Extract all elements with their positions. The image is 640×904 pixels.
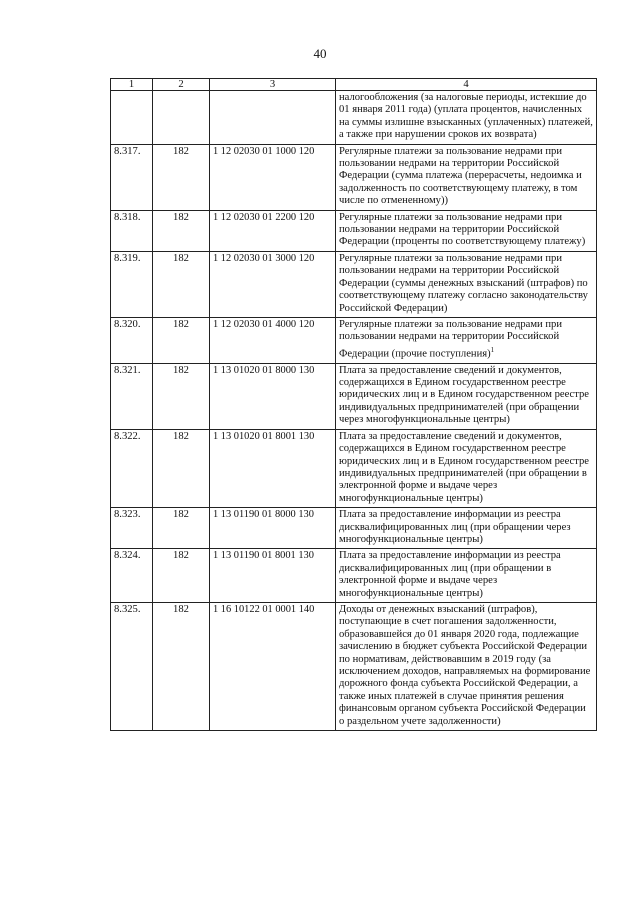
row-number-cell <box>111 429 153 507</box>
admin-code-cell-text: 182 <box>173 145 189 157</box>
budget-code-cell-text: 1 13 01020 01 8001 130 <box>213 430 315 442</box>
table-row <box>111 508 597 549</box>
row-number-cell-text: 8.317. <box>114 145 141 157</box>
budget-code-cell <box>210 508 336 549</box>
row-number-cell <box>111 317 153 363</box>
footnote-marker: 1 <box>490 345 495 354</box>
row-number-cell <box>111 144 153 210</box>
budget-codes-table <box>110 78 597 731</box>
admin-code-cell <box>153 508 210 549</box>
table-row <box>111 144 597 210</box>
budget-code-cell <box>210 549 336 603</box>
description-cell <box>336 317 597 363</box>
admin-code-cell-text: 182 <box>173 430 189 442</box>
budget-code-cell <box>210 251 336 317</box>
row-number-cell <box>111 91 153 145</box>
budget-code-cell <box>210 317 336 363</box>
table-row <box>111 210 597 251</box>
description-cell-text: Плата за предоставление сведений и документов, содержащихся в Едином государственном реестре юридических лиц и в Едином государственном реестре индивидуальных предпринимателей (при обращении через многофункциональные центры) <box>339 364 589 426</box>
description-cell <box>336 549 597 603</box>
budget-code-cell <box>210 602 336 730</box>
table-header-row <box>111 79 597 91</box>
description-cell-text: Регулярные платежи за пользование недрами при пользовании недрами на территории Российской Федерации (прочие поступления) <box>339 318 563 360</box>
admin-code-cell <box>153 363 210 429</box>
row-number-cell <box>111 363 153 429</box>
budget-code-cell-text: 1 13 01020 01 8000 130 <box>213 364 315 376</box>
description-cell <box>336 144 597 210</box>
admin-code-cell-text: 182 <box>173 603 189 615</box>
admin-code-cell <box>153 251 210 317</box>
admin-code-cell <box>153 91 210 145</box>
row-number-cell-text: 8.320. <box>114 318 141 330</box>
budget-code-cell <box>210 144 336 210</box>
description-cell: налогообложения (за налоговые периоды, истекшие до 01 января 2011 года) (уплата процентов, начисленных на суммы излишне взысканных (уплаченных) платежей, а также при нарушении сроков их возврата) <box>336 91 597 145</box>
row-number-cell-text: 8.325. <box>114 603 141 615</box>
column-header-2: 2 <box>153 79 210 91</box>
table-row <box>111 602 597 730</box>
budget-code-cell <box>210 210 336 251</box>
budget-code-cell <box>210 91 336 145</box>
budget-code-cell <box>210 429 336 507</box>
column-header-3: 3 <box>210 79 336 91</box>
admin-code-cell <box>153 144 210 210</box>
description-cell <box>336 210 597 251</box>
admin-code-cell-text: 182 <box>173 252 189 264</box>
admin-code-cell-text: 182 <box>173 364 189 376</box>
row-number-cell <box>111 508 153 549</box>
description-cell <box>336 602 597 730</box>
admin-code-cell-text: 182 <box>173 318 189 330</box>
column-header-4: 4 <box>336 79 597 91</box>
table-row <box>111 363 597 429</box>
table-row <box>111 429 597 507</box>
budget-code-cell-text: 1 13 01190 01 8000 130 <box>213 509 314 521</box>
row-number-cell <box>111 251 153 317</box>
table-row-continuation <box>111 91 597 145</box>
page-number: 40 <box>313 46 327 61</box>
admin-code-cell-text: 182 <box>173 550 189 562</box>
description-cell-text: Плата за предоставление информации из реестра дисквалифицированных лиц (при обращении через многофункциональные центры) <box>339 509 571 545</box>
admin-code-cell-text: 182 <box>173 211 189 223</box>
row-number-cell-text: 8.319. <box>114 252 141 264</box>
column-header-1: 1 <box>111 79 153 91</box>
row-number-cell-text: 8.323. <box>114 509 141 521</box>
row-number-cell-text: 8.318. <box>114 211 141 223</box>
admin-code-cell-text: 182 <box>173 509 189 521</box>
budget-code-cell-text: 1 12 02030 01 1000 120 <box>213 145 315 157</box>
budget-code-cell-text: 1 13 01190 01 8001 130 <box>213 550 314 562</box>
row-number-cell <box>111 210 153 251</box>
row-number-cell-text: 8.321. <box>114 364 141 376</box>
row-number-cell <box>111 602 153 730</box>
row-number-cell <box>111 549 153 603</box>
description-cell-text: Доходы от денежных взысканий (штрафов), поступающие в счет погашения задолженности, образовавшейся до 01 января 2020 года, подлежащие зачислению в бюджет субъекта Российской Федерации по нормативам, действовавшим в 2019 году (за исключением доходов, направляемых на формирование дорожного фонда субъекта Российской Федерации, а также иных платежей в случае принятия решения финансовым органом субъекта Российской Федерации о раздельном учете задолженности) <box>339 603 591 727</box>
description-cell-text: Плата за предоставление информации из реестра дисквалифицированных лиц (при обращении в электронной форме и выдаче через многофункциональные центры) <box>339 550 561 599</box>
row-number-cell-text: 8.324. <box>114 550 141 562</box>
admin-code-cell <box>153 429 210 507</box>
budget-code-cell-text: 1 12 02030 01 2200 120 <box>213 211 315 223</box>
description-cell <box>336 251 597 317</box>
table-row <box>111 251 597 317</box>
admin-code-cell <box>153 602 210 730</box>
description-cell <box>336 429 597 507</box>
description-cell-text: Регулярные платежи за пользование недрами при пользовании недрами на территории Российской Федерации (проценты по соответствующему платежу) <box>339 211 586 248</box>
budget-code-cell-text: 1 12 02030 01 3000 120 <box>213 252 315 264</box>
description-cell-text: Плата за предоставление сведений и документов, содержащихся в Едином государственном реестре юридических лиц и в Едином государственном реестре индивидуальных предпринимателей (при обращении в электронной форме и выдаче через многофункциональные центры) <box>339 430 589 504</box>
budget-code-cell-text: 1 16 10122 01 0001 140 <box>213 603 315 615</box>
description-cell-text: Регулярные платежи за пользование недрами при пользовании недрами на территории Российской Федерации (сумма платежа (перерасчеты, недоимка и задолженность по соответствующему платежу, в том числе по отмененному)) <box>339 145 582 207</box>
description-cell <box>336 363 597 429</box>
description-cell <box>336 508 597 549</box>
admin-code-cell <box>153 317 210 363</box>
table-row <box>111 317 597 363</box>
admin-code-cell <box>153 549 210 603</box>
budget-code-cell <box>210 363 336 429</box>
table-row <box>111 549 597 603</box>
description-cell-text: Регулярные платежи за пользование недрами при пользовании недрами на территории Российской Федерации (суммы денежных взысканий (штрафов) по соответствующему платежу согласно законодательству Российской Федерации) <box>339 252 588 314</box>
budget-code-cell-text: 1 12 02030 01 4000 120 <box>213 318 315 330</box>
row-number-cell-text: 8.322. <box>114 430 141 442</box>
admin-code-cell <box>153 210 210 251</box>
